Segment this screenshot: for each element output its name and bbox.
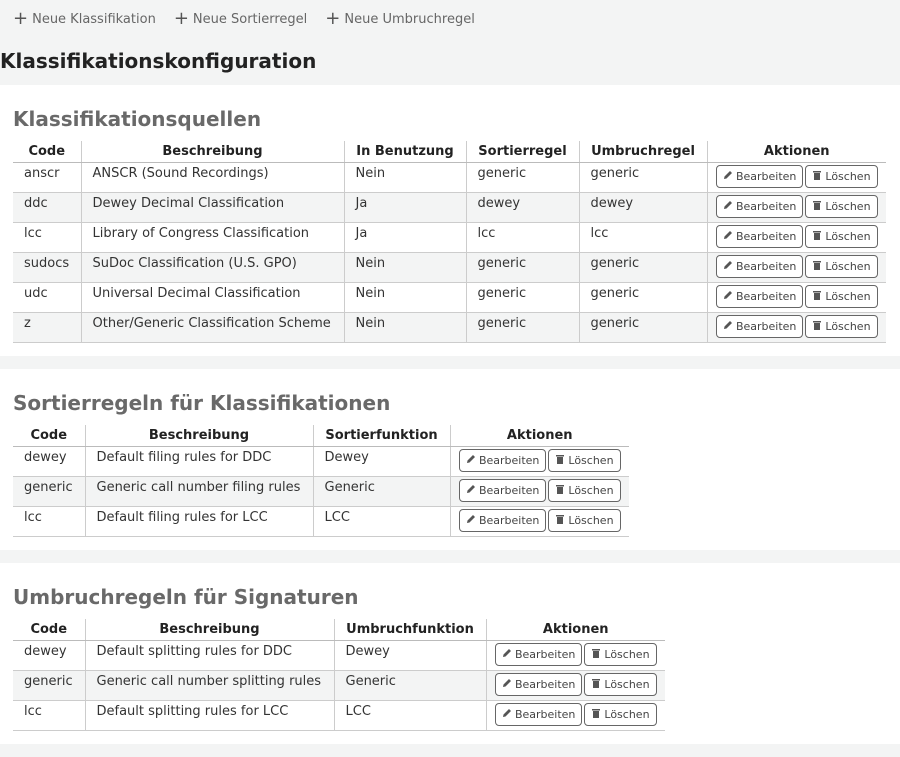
table-cell: lcc (13, 507, 85, 537)
table-row (13, 641, 665, 671)
table-cell: Default filing rules for DDC (85, 447, 313, 477)
plus-icon: + (325, 8, 341, 29)
table-cell: Nein (344, 163, 466, 193)
table-cell: Generic call number splitting rules (85, 671, 334, 701)
delete-button[interactable]: Löschen (805, 255, 877, 278)
table-cell: LCC (313, 507, 450, 537)
pencil-icon (466, 514, 476, 527)
table-cell: lcc (466, 223, 579, 253)
table-header-row (13, 425, 629, 447)
table-cell: generic (579, 163, 707, 193)
actions-cell (450, 507, 629, 537)
edit-button[interactable]: Bearbeiten (716, 195, 803, 218)
table-row (13, 477, 629, 507)
table-row (13, 253, 886, 283)
pencil-icon (502, 708, 512, 721)
table-cell: Generic (334, 671, 486, 701)
delete-button[interactable]: Löschen (805, 195, 877, 218)
edit-button[interactable]: Bearbeiten (459, 479, 546, 502)
table-cell: udc (13, 283, 81, 313)
table-cell: Dewey (334, 641, 486, 671)
table-cell: generic (579, 283, 707, 313)
table-cell: generic (466, 163, 579, 193)
table-cell: Generic call number filing rules (85, 477, 313, 507)
section-title: Umbruchregeln für Signaturen (13, 585, 359, 609)
table-row (13, 163, 886, 193)
column-header: Beschreibung (85, 425, 313, 447)
delete-button[interactable]: Löschen (584, 703, 656, 726)
splitting-rules-table (13, 619, 665, 731)
trash-icon (812, 320, 822, 333)
pencil-icon (723, 200, 733, 213)
actions-cell (707, 223, 886, 253)
table-cell: ANSCR (Sound Recordings) (81, 163, 344, 193)
section-title: Sortierregeln für Klassifikationen (13, 391, 391, 415)
table-cell: dewey (466, 193, 579, 223)
table-cell: generic (579, 313, 707, 343)
trash-icon (555, 514, 565, 527)
edit-button[interactable]: Bearbeiten (459, 509, 546, 532)
delete-button[interactable]: Löschen (805, 315, 877, 338)
trash-icon (812, 230, 822, 243)
plus-icon: + (173, 8, 189, 29)
table-cell: generic (466, 313, 579, 343)
table-cell: z (13, 313, 81, 343)
pencil-icon (502, 678, 512, 691)
delete-button[interactable]: Löschen (584, 673, 656, 696)
delete-button[interactable]: Löschen (548, 509, 620, 532)
column-header: Umbruchregel (579, 141, 707, 163)
table-cell: Nein (344, 313, 466, 343)
table-cell: dewey (579, 193, 707, 223)
edit-button[interactable]: Bearbeiten (716, 165, 803, 188)
table-cell: Default splitting rules for DDC (85, 641, 334, 671)
pencil-icon (723, 290, 733, 303)
table-cell: ddc (13, 193, 81, 223)
table-cell: generic (13, 671, 85, 701)
column-header: In Benutzung (344, 141, 466, 163)
pencil-icon (723, 230, 733, 243)
table-cell: Library of Congress Classification (81, 223, 344, 253)
table-row (13, 701, 665, 731)
column-header: Aktionen (707, 141, 886, 163)
trash-icon (812, 290, 822, 303)
table-cell: lcc (579, 223, 707, 253)
table-cell: lcc (13, 701, 85, 731)
new-splitting-rule-button[interactable]: + Neue Umbruchregel (325, 8, 475, 29)
table-header-row (13, 141, 886, 163)
table-row (13, 283, 886, 313)
splitting-rules-section (0, 563, 900, 744)
table-cell: Nein (344, 253, 466, 283)
table-row (13, 507, 629, 537)
actions-cell (707, 193, 886, 223)
table-row (13, 447, 629, 477)
delete-button[interactable]: Löschen (805, 165, 877, 188)
section-title: Klassifikationsquellen (13, 107, 262, 131)
column-header: Sortierfunktion (313, 425, 450, 447)
delete-button[interactable]: Löschen (805, 285, 877, 308)
trash-icon (812, 200, 822, 213)
table-cell: lcc (13, 223, 81, 253)
column-header: Aktionen (486, 619, 665, 641)
table-row (13, 223, 886, 253)
table-cell: Nein (344, 283, 466, 313)
table-row (13, 671, 665, 701)
edit-button[interactable]: Bearbeiten (716, 315, 803, 338)
plus-icon: + (13, 8, 29, 29)
column-header: Code (13, 141, 81, 163)
actions-cell (486, 701, 665, 731)
classification-sources-section (0, 85, 900, 356)
edit-button[interactable]: Bearbeiten (716, 225, 803, 248)
delete-button[interactable]: Löschen (584, 643, 656, 666)
new-classification-button[interactable]: + Neue Klassifikation (13, 8, 156, 29)
filing-rules-section (0, 369, 900, 550)
table-cell: SuDoc Classification (U.S. GPO) (81, 253, 344, 283)
table-row (13, 193, 886, 223)
trash-icon (812, 170, 822, 183)
column-header: Sortierregel (466, 141, 579, 163)
table-cell: dewey (13, 447, 85, 477)
table-cell: Other/Generic Classification Scheme (81, 313, 344, 343)
column-header: Aktionen (450, 425, 629, 447)
trash-icon (555, 484, 565, 497)
pencil-icon (466, 454, 476, 467)
filing-rules-table (13, 425, 629, 537)
column-header: Beschreibung (85, 619, 334, 641)
edit-button[interactable]: Bearbeiten (495, 643, 582, 666)
table-cell: Ja (344, 223, 466, 253)
delete-button[interactable]: Löschen (548, 479, 620, 502)
column-header: Umbruchfunktion (334, 619, 486, 641)
edit-button[interactable]: Bearbeiten (716, 285, 803, 308)
edit-button[interactable]: Bearbeiten (716, 255, 803, 278)
edit-button[interactable]: Bearbeiten (495, 703, 582, 726)
trash-icon (591, 648, 601, 661)
trash-icon (591, 708, 601, 721)
actions-cell (707, 313, 886, 343)
pencil-icon (723, 260, 733, 273)
actions-cell (450, 477, 629, 507)
new-filing-rule-button[interactable]: + Neue Sortierregel (173, 8, 308, 29)
column-header: Code (13, 425, 85, 447)
edit-button[interactable]: Bearbeiten (495, 673, 582, 696)
table-cell: Default splitting rules for LCC (85, 701, 334, 731)
pencil-icon (723, 170, 733, 183)
table-row (13, 313, 886, 343)
actions-cell (486, 671, 665, 701)
column-header: Code (13, 619, 85, 641)
table-cell: dewey (13, 641, 85, 671)
actions-cell (450, 447, 629, 477)
trash-icon (812, 260, 822, 273)
trash-icon (591, 678, 601, 691)
actions-cell (707, 253, 886, 283)
pencil-icon (723, 320, 733, 333)
actions-cell (486, 641, 665, 671)
table-cell: Generic (313, 477, 450, 507)
table-cell: Dewey Decimal Classification (81, 193, 344, 223)
table-cell: generic (466, 253, 579, 283)
trash-icon (555, 454, 565, 467)
table-cell: LCC (334, 701, 486, 731)
column-header: Beschreibung (81, 141, 344, 163)
table-cell: Universal Decimal Classification (81, 283, 344, 313)
table-cell: generic (466, 283, 579, 313)
classification-sources-table (13, 141, 886, 343)
delete-button[interactable]: Löschen (805, 225, 877, 248)
actions-cell (707, 163, 886, 193)
table-cell: generic (13, 477, 85, 507)
toolbar (0, 0, 900, 38)
page-title: Klassifikationskonfiguration (0, 49, 317, 73)
table-cell: Ja (344, 193, 466, 223)
pencil-icon (502, 648, 512, 661)
table-cell: Dewey (313, 447, 450, 477)
table-header-row (13, 619, 665, 641)
actions-cell (707, 283, 886, 313)
table-cell: generic (579, 253, 707, 283)
table-cell: sudocs (13, 253, 81, 283)
delete-button[interactable]: Löschen (548, 449, 620, 472)
pencil-icon (466, 484, 476, 497)
table-cell: Default filing rules for LCC (85, 507, 313, 537)
table-cell: anscr (13, 163, 81, 193)
edit-button[interactable]: Bearbeiten (459, 449, 546, 472)
